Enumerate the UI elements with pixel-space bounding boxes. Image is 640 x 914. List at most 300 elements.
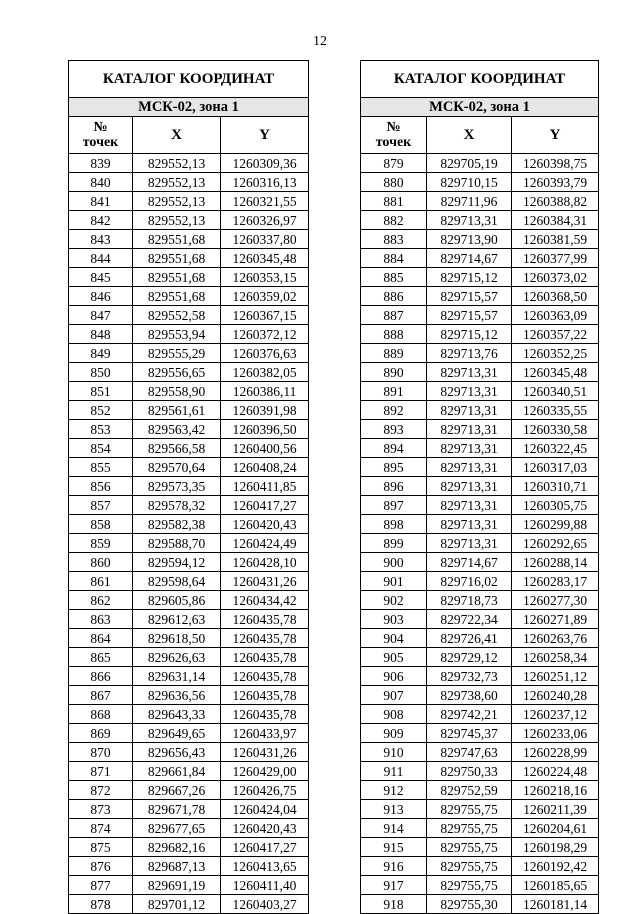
point-number-cell: 851: [69, 382, 133, 401]
table-row: [69, 629, 309, 648]
table-row: [69, 781, 309, 800]
y-coordinate-cell: 1260345,48: [221, 249, 309, 268]
point-number-cell: 869: [69, 724, 133, 743]
table-row: [361, 458, 599, 477]
y-coordinate-cell: 1260411,85: [221, 477, 309, 496]
table-row: [69, 705, 309, 724]
y-coordinate-cell: 1260271,89: [512, 610, 599, 629]
point-number-cell: 870: [69, 743, 133, 762]
table-row: [361, 363, 599, 382]
x-coordinate-cell: 829594,12: [133, 553, 221, 572]
x-coordinate-cell: 829713,31: [427, 534, 512, 553]
y-coordinate-cell: 1260388,82: [512, 192, 599, 211]
point-number-cell: 899: [361, 534, 427, 553]
y-coordinate-cell: 1260204,61: [512, 819, 599, 838]
table-row: [69, 458, 309, 477]
y-coordinate-cell: 1260237,12: [512, 705, 599, 724]
table-row: [69, 268, 309, 287]
x-coordinate-cell: 829715,12: [427, 325, 512, 344]
table-row: [69, 743, 309, 762]
table-row: [69, 667, 309, 686]
point-number-cell: 854: [69, 439, 133, 458]
table-row: [361, 838, 599, 857]
point-number-cell: 898: [361, 515, 427, 534]
x-coordinate-cell: 829553,94: [133, 325, 221, 344]
point-number-cell: 888: [361, 325, 427, 344]
point-number-cell: 908: [361, 705, 427, 724]
x-coordinate-cell: 829626,63: [133, 648, 221, 667]
x-coordinate-cell: 829649,65: [133, 724, 221, 743]
table-row: [361, 515, 599, 534]
point-number-cell: 911: [361, 762, 427, 781]
y-coordinate-cell: 1260435,78: [221, 667, 309, 686]
y-coordinate-cell: 1260251,12: [512, 667, 599, 686]
table-title: КАТАЛОГ КООРДИНАТ: [361, 61, 599, 98]
table-row: [69, 154, 309, 173]
table-row: [361, 629, 599, 648]
x-coordinate-cell: 829578,32: [133, 496, 221, 515]
point-number-cell: 917: [361, 876, 427, 895]
table-row: [361, 477, 599, 496]
point-number-cell: 857: [69, 496, 133, 515]
y-coordinate-cell: 1260288,14: [512, 553, 599, 572]
column-header-x: X: [133, 117, 221, 154]
table-row: [361, 249, 599, 268]
x-coordinate-cell: 829636,56: [133, 686, 221, 705]
x-coordinate-cell: 829713,76: [427, 344, 512, 363]
y-coordinate-cell: 1260352,25: [512, 344, 599, 363]
y-coordinate-cell: 1260403,27: [221, 895, 309, 914]
point-number-cell: 847: [69, 306, 133, 325]
x-coordinate-cell: 829551,68: [133, 268, 221, 287]
table-row: [69, 249, 309, 268]
y-coordinate-cell: 1260326,97: [221, 211, 309, 230]
y-coordinate-cell: 1260382,05: [221, 363, 309, 382]
point-number-cell: 858: [69, 515, 133, 534]
x-coordinate-cell: 829713,90: [427, 230, 512, 249]
column-header-y: Y: [512, 117, 599, 154]
point-number-cell: 875: [69, 838, 133, 857]
x-coordinate-cell: 829755,30: [427, 895, 512, 914]
point-number-cell: 886: [361, 287, 427, 306]
y-coordinate-cell: 1260400,56: [221, 439, 309, 458]
table-row: [361, 401, 599, 420]
x-coordinate-cell: 829713,31: [427, 211, 512, 230]
table-row: [361, 781, 599, 800]
x-coordinate-cell: 829701,12: [133, 895, 221, 914]
table-row: [69, 762, 309, 781]
x-coordinate-cell: 829752,59: [427, 781, 512, 800]
x-coordinate-cell: 829612,63: [133, 610, 221, 629]
point-number-cell: 861: [69, 572, 133, 591]
x-coordinate-cell: 829563,42: [133, 420, 221, 439]
y-coordinate-cell: 1260317,03: [512, 458, 599, 477]
y-coordinate-cell: 1260322,45: [512, 439, 599, 458]
y-coordinate-cell: 1260368,50: [512, 287, 599, 306]
x-coordinate-cell: 829713,31: [427, 439, 512, 458]
point-number-cell: 896: [361, 477, 427, 496]
x-coordinate-cell: 829661,84: [133, 762, 221, 781]
table-row: [361, 667, 599, 686]
column-header-point-number: № точек: [361, 117, 427, 154]
y-coordinate-cell: 1260417,27: [221, 496, 309, 515]
y-coordinate-cell: 1260434,42: [221, 591, 309, 610]
table-row: [69, 876, 309, 895]
point-number-cell: 849: [69, 344, 133, 363]
y-coordinate-cell: 1260398,75: [512, 154, 599, 173]
y-coordinate-cell: 1260330,58: [512, 420, 599, 439]
point-number-cell: 889: [361, 344, 427, 363]
y-coordinate-cell: 1260396,50: [221, 420, 309, 439]
table-row: [361, 648, 599, 667]
x-coordinate-cell: 829755,75: [427, 819, 512, 838]
table-row: [361, 591, 599, 610]
x-coordinate-cell: 829656,43: [133, 743, 221, 762]
x-coordinate-cell: 829598,64: [133, 572, 221, 591]
point-number-cell: 906: [361, 667, 427, 686]
y-coordinate-cell: 1260181,14: [512, 895, 599, 914]
x-coordinate-cell: 829738,60: [427, 686, 512, 705]
table-row: [69, 439, 309, 458]
column-header-point-number: № точек: [69, 117, 133, 154]
x-coordinate-cell: 829566,58: [133, 439, 221, 458]
table-row: [361, 762, 599, 781]
table-row: [69, 192, 309, 211]
y-coordinate-cell: 1260277,30: [512, 591, 599, 610]
x-coordinate-cell: 829631,14: [133, 667, 221, 686]
x-coordinate-cell: 829552,13: [133, 192, 221, 211]
point-number-cell: 841: [69, 192, 133, 211]
point-number-cell: 900: [361, 553, 427, 572]
y-coordinate-cell: 1260258,34: [512, 648, 599, 667]
y-coordinate-cell: 1260411,40: [221, 876, 309, 895]
y-coordinate-cell: 1260381,59: [512, 230, 599, 249]
table-row: [361, 325, 599, 344]
point-number-cell: 887: [361, 306, 427, 325]
point-number-cell: 891: [361, 382, 427, 401]
y-coordinate-cell: 1260435,78: [221, 705, 309, 724]
point-number-cell: 867: [69, 686, 133, 705]
x-coordinate-cell: 829573,35: [133, 477, 221, 496]
point-number-cell: 863: [69, 610, 133, 629]
y-coordinate-cell: 1260310,71: [512, 477, 599, 496]
x-coordinate-cell: 829755,75: [427, 800, 512, 819]
table-row: [361, 724, 599, 743]
y-coordinate-cell: 1260228,99: [512, 743, 599, 762]
x-coordinate-cell: 829605,86: [133, 591, 221, 610]
y-coordinate-cell: 1260435,78: [221, 629, 309, 648]
x-coordinate-cell: 829618,50: [133, 629, 221, 648]
y-coordinate-cell: 1260377,99: [512, 249, 599, 268]
point-number-cell: 879: [361, 154, 427, 173]
table-row: [69, 895, 309, 914]
x-coordinate-cell: 829561,61: [133, 401, 221, 420]
point-number-cell: 842: [69, 211, 133, 230]
table-row: [361, 534, 599, 553]
table-row: [361, 154, 599, 173]
page-number: 12: [313, 34, 327, 49]
y-coordinate-cell: 1260263,76: [512, 629, 599, 648]
table-row: [361, 211, 599, 230]
table-row: [361, 306, 599, 325]
x-coordinate-cell: 829713,31: [427, 515, 512, 534]
table-row: [361, 895, 599, 914]
y-coordinate-cell: 1260185,65: [512, 876, 599, 895]
x-coordinate-cell: 829714,67: [427, 249, 512, 268]
x-coordinate-cell: 829732,73: [427, 667, 512, 686]
point-number-cell: 901: [361, 572, 427, 591]
table-row: [69, 686, 309, 705]
point-number-cell: 846: [69, 287, 133, 306]
table-row: [69, 325, 309, 344]
y-coordinate-cell: 1260192,42: [512, 857, 599, 876]
point-number-cell: 878: [69, 895, 133, 914]
y-coordinate-cell: 1260413,65: [221, 857, 309, 876]
x-coordinate-cell: 829713,31: [427, 420, 512, 439]
y-coordinate-cell: 1260391,98: [221, 401, 309, 420]
point-number-cell: 892: [361, 401, 427, 420]
point-number-cell: 843: [69, 230, 133, 249]
y-coordinate-cell: 1260420,43: [221, 515, 309, 534]
table-row: [69, 287, 309, 306]
table-row: [69, 496, 309, 515]
y-coordinate-cell: 1260431,26: [221, 572, 309, 591]
table-row: [69, 838, 309, 857]
table-row: [69, 382, 309, 401]
x-coordinate-cell: 829718,73: [427, 591, 512, 610]
coordinate-system: МСК-02, зона 1: [69, 98, 309, 117]
point-number-cell: 909: [361, 724, 427, 743]
y-coordinate-cell: 1260299,88: [512, 515, 599, 534]
point-number-cell: 893: [361, 420, 427, 439]
point-number-cell: 844: [69, 249, 133, 268]
point-number-cell: 852: [69, 401, 133, 420]
x-coordinate-cell: 829715,57: [427, 306, 512, 325]
y-coordinate-cell: 1260353,15: [221, 268, 309, 287]
y-coordinate-cell: 1260224,48: [512, 762, 599, 781]
table-row: [69, 857, 309, 876]
x-coordinate-cell: 829552,13: [133, 154, 221, 173]
y-coordinate-cell: 1260433,97: [221, 724, 309, 743]
x-coordinate-cell: 829713,31: [427, 401, 512, 420]
y-coordinate-cell: 1260292,65: [512, 534, 599, 553]
y-coordinate-cell: 1260386,11: [221, 382, 309, 401]
y-coordinate-cell: 1260431,26: [221, 743, 309, 762]
point-number-cell: 895: [361, 458, 427, 477]
table-row: [361, 192, 599, 211]
point-number-cell: 882: [361, 211, 427, 230]
table-row: [361, 382, 599, 401]
y-coordinate-cell: 1260384,31: [512, 211, 599, 230]
table-row: [69, 553, 309, 572]
y-coordinate-cell: 1260429,00: [221, 762, 309, 781]
table-row: [361, 857, 599, 876]
table-row: [361, 800, 599, 819]
point-number-cell: 839: [69, 154, 133, 173]
table-row: [69, 230, 309, 249]
point-number-cell: 914: [361, 819, 427, 838]
point-number-cell: 868: [69, 705, 133, 724]
table-row: [69, 800, 309, 819]
y-coordinate-cell: 1260435,78: [221, 648, 309, 667]
x-coordinate-cell: 829750,33: [427, 762, 512, 781]
point-number-cell: 884: [361, 249, 427, 268]
table-row: [69, 534, 309, 553]
table-row: [361, 173, 599, 192]
point-number-cell: 877: [69, 876, 133, 895]
table-row: [361, 705, 599, 724]
point-number-cell: 865: [69, 648, 133, 667]
table-row: [69, 477, 309, 496]
x-coordinate-cell: 829671,78: [133, 800, 221, 819]
point-number-cell: 873: [69, 800, 133, 819]
y-coordinate-cell: 1260321,55: [221, 192, 309, 211]
x-coordinate-cell: 829713,31: [427, 458, 512, 477]
x-coordinate-cell: 829588,70: [133, 534, 221, 553]
x-coordinate-cell: 829691,19: [133, 876, 221, 895]
x-coordinate-cell: 829714,67: [427, 553, 512, 572]
table-row: [361, 743, 599, 762]
point-number-cell: 913: [361, 800, 427, 819]
table-row: [69, 363, 309, 382]
y-coordinate-cell: 1260340,51: [512, 382, 599, 401]
point-number-cell: 855: [69, 458, 133, 477]
y-coordinate-cell: 1260363,09: [512, 306, 599, 325]
x-coordinate-cell: 829705,19: [427, 154, 512, 173]
table-row: [361, 496, 599, 515]
y-coordinate-cell: 1260218,16: [512, 781, 599, 800]
x-coordinate-cell: 829716,02: [427, 572, 512, 591]
table-row: [69, 610, 309, 629]
table-row: [69, 211, 309, 230]
point-number-cell: 862: [69, 591, 133, 610]
x-coordinate-cell: 829570,64: [133, 458, 221, 477]
point-number-cell: 866: [69, 667, 133, 686]
x-coordinate-cell: 829677,65: [133, 819, 221, 838]
x-coordinate-cell: 829729,12: [427, 648, 512, 667]
point-number-cell: 902: [361, 591, 427, 610]
table-row: [69, 401, 309, 420]
y-coordinate-cell: 1260309,36: [221, 154, 309, 173]
coordinate-system: МСК-02, зона 1: [361, 98, 599, 117]
y-coordinate-cell: 1260316,13: [221, 173, 309, 192]
point-number-cell: 853: [69, 420, 133, 439]
x-coordinate-cell: 829582,38: [133, 515, 221, 534]
x-coordinate-cell: 829726,41: [427, 629, 512, 648]
coordinate-catalog-table-left: [68, 60, 309, 914]
point-number-cell: 845: [69, 268, 133, 287]
y-coordinate-cell: 1260198,29: [512, 838, 599, 857]
x-coordinate-cell: 829551,68: [133, 230, 221, 249]
x-coordinate-cell: 829747,63: [427, 743, 512, 762]
x-coordinate-cell: 829667,26: [133, 781, 221, 800]
x-coordinate-cell: 829710,15: [427, 173, 512, 192]
x-coordinate-cell: 829722,34: [427, 610, 512, 629]
table-row: [361, 287, 599, 306]
point-number-cell: 894: [361, 439, 427, 458]
point-number-cell: 871: [69, 762, 133, 781]
y-coordinate-cell: 1260373,02: [512, 268, 599, 287]
point-number-cell: 890: [361, 363, 427, 382]
y-coordinate-cell: 1260367,15: [221, 306, 309, 325]
point-number-cell: 856: [69, 477, 133, 496]
point-number-cell: 903: [361, 610, 427, 629]
y-coordinate-cell: 1260283,17: [512, 572, 599, 591]
table-row: [361, 686, 599, 705]
table-row: [69, 515, 309, 534]
x-coordinate-cell: 829552,58: [133, 306, 221, 325]
table-row: [361, 572, 599, 591]
y-coordinate-cell: 1260211,39: [512, 800, 599, 819]
table-row: [361, 553, 599, 572]
table-row: [361, 610, 599, 629]
coordinate-catalog-table-right: [360, 60, 599, 914]
column-header-y: Y: [221, 117, 309, 154]
x-coordinate-cell: 829755,75: [427, 838, 512, 857]
point-number-cell: 880: [361, 173, 427, 192]
point-number-cell: 840: [69, 173, 133, 192]
x-coordinate-cell: 829558,90: [133, 382, 221, 401]
point-number-cell: 904: [361, 629, 427, 648]
y-coordinate-cell: 1260424,49: [221, 534, 309, 553]
table-row: [361, 439, 599, 458]
table-row: [69, 648, 309, 667]
table-row: [361, 819, 599, 838]
x-coordinate-cell: 829755,75: [427, 876, 512, 895]
point-number-cell: 912: [361, 781, 427, 800]
point-number-cell: 885: [361, 268, 427, 287]
table-row: [69, 344, 309, 363]
point-number-cell: 848: [69, 325, 133, 344]
x-coordinate-cell: 829742,21: [427, 705, 512, 724]
table-row: [69, 724, 309, 743]
point-number-cell: 918: [361, 895, 427, 914]
y-coordinate-cell: 1260424,04: [221, 800, 309, 819]
point-number-cell: 874: [69, 819, 133, 838]
y-coordinate-cell: 1260357,22: [512, 325, 599, 344]
y-coordinate-cell: 1260426,75: [221, 781, 309, 800]
table-row: [361, 420, 599, 439]
x-coordinate-cell: 829551,68: [133, 287, 221, 306]
table-row: [361, 230, 599, 249]
x-coordinate-cell: 829713,31: [427, 477, 512, 496]
table-row: [69, 306, 309, 325]
table-row: [361, 344, 599, 363]
column-header-x: X: [427, 117, 512, 154]
y-coordinate-cell: 1260393,79: [512, 173, 599, 192]
table-row: [69, 819, 309, 838]
y-coordinate-cell: 1260335,55: [512, 401, 599, 420]
table-row: [69, 173, 309, 192]
point-number-cell: 859: [69, 534, 133, 553]
x-coordinate-cell: 829713,31: [427, 496, 512, 515]
x-coordinate-cell: 829551,68: [133, 249, 221, 268]
y-coordinate-cell: 1260376,63: [221, 344, 309, 363]
point-number-cell: 883: [361, 230, 427, 249]
x-coordinate-cell: 829687,13: [133, 857, 221, 876]
x-coordinate-cell: 829745,37: [427, 724, 512, 743]
point-number-cell: 876: [69, 857, 133, 876]
y-coordinate-cell: 1260372,12: [221, 325, 309, 344]
y-coordinate-cell: 1260408,24: [221, 458, 309, 477]
point-number-cell: 860: [69, 553, 133, 572]
x-coordinate-cell: 829715,12: [427, 268, 512, 287]
table-row: [69, 420, 309, 439]
y-coordinate-cell: 1260435,78: [221, 686, 309, 705]
point-number-cell: 864: [69, 629, 133, 648]
table-row: [361, 268, 599, 287]
table-row: [69, 591, 309, 610]
